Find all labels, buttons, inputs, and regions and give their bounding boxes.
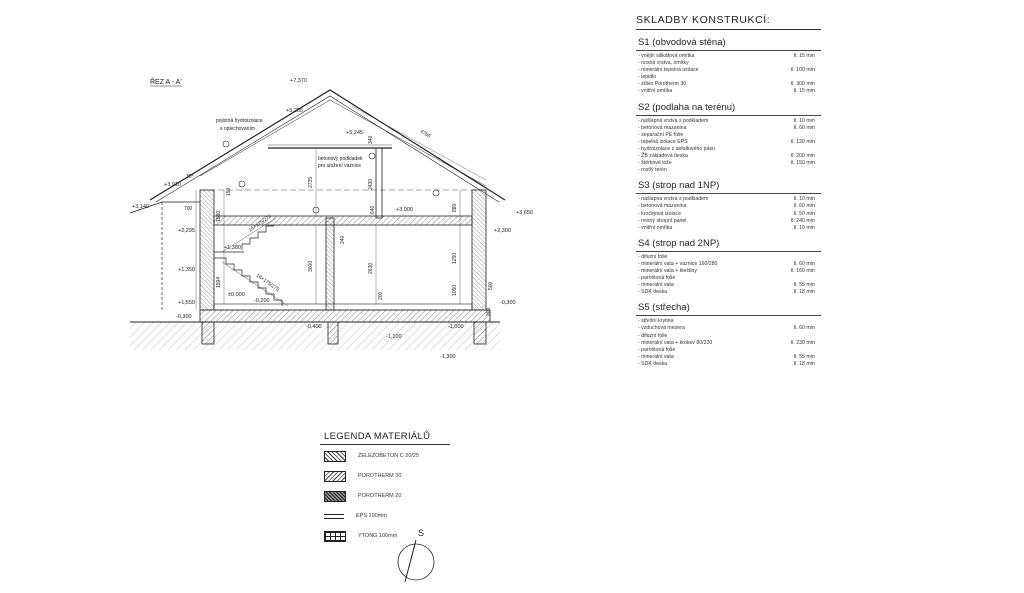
legend-label: YTONG 100mm bbox=[358, 533, 398, 539]
spec-layer bbox=[636, 132, 821, 139]
layer-thickness: tl. 60 mm bbox=[793, 124, 815, 131]
dim-880: 880 bbox=[452, 203, 458, 212]
layer-name: - minerální tepelná izolace bbox=[638, 67, 699, 74]
layer-thickness: tl. 10 mm bbox=[793, 117, 815, 124]
layer-name: - betonová mazanina bbox=[638, 203, 687, 210]
legend-title: LEGENDA MATERIÁLŮ bbox=[320, 431, 450, 445]
layer-thickness: tl. 60 mm bbox=[793, 203, 815, 210]
layer-name: - vzduchová mezera bbox=[638, 325, 685, 332]
level-roof-small: +5,245 bbox=[346, 130, 363, 136]
layer-name: - vnější silikátová omítka bbox=[638, 53, 695, 59]
layer-thickness: tl. 200 mm bbox=[790, 153, 815, 160]
spec-layer bbox=[636, 196, 821, 203]
roof bbox=[150, 90, 505, 202]
spec-layer bbox=[636, 74, 821, 81]
level-ridge-inner: +5,205 bbox=[286, 108, 303, 114]
level-stair-mid: +1,380 bbox=[224, 245, 241, 251]
layer-thickness: tl. 10 mm bbox=[793, 196, 815, 203]
layer-thickness bbox=[815, 74, 821, 81]
dim-2630: 2630 bbox=[368, 262, 374, 274]
spec-layer bbox=[636, 354, 821, 361]
level-found-3: -1,300 bbox=[440, 354, 456, 360]
canopy-left bbox=[130, 202, 200, 310]
spec-layer bbox=[636, 340, 821, 347]
roof-note-2: s oplechováním bbox=[220, 126, 256, 132]
spec-layer bbox=[636, 218, 821, 225]
dim-2735: 2735 bbox=[308, 176, 314, 188]
construction-spec bbox=[636, 14, 821, 371]
level-floor-ref: ±0,000 bbox=[228, 292, 245, 298]
dim-1050: 1050 bbox=[452, 284, 458, 296]
layer-thickness: tl. 100 mm bbox=[790, 67, 815, 74]
layer-name: - štěrkové lože bbox=[638, 160, 672, 167]
spec-layer bbox=[636, 211, 821, 218]
level-eave-right: +3,650 bbox=[516, 210, 533, 216]
dim-300: 300 bbox=[486, 307, 492, 316]
layer-thickness: tl. 15 mm bbox=[793, 88, 815, 95]
layer-thickness bbox=[815, 333, 821, 340]
spec-section bbox=[636, 177, 821, 231]
spec-layer bbox=[636, 282, 821, 289]
layer-thickness: tl. 55 mm bbox=[793, 353, 815, 360]
legend-item bbox=[320, 527, 450, 545]
spec-layer bbox=[636, 118, 821, 125]
layer-thickness bbox=[815, 132, 821, 139]
level-left-3: +1,350 bbox=[178, 267, 195, 273]
spec-section-title: S2 (podlaha na terénu) bbox=[636, 99, 821, 116]
layer-thickness: tl. 60 mm bbox=[793, 260, 815, 267]
spec-section-title: S1 (obvodová stěna) bbox=[636, 34, 821, 51]
section-label: ŘEZ A - A' bbox=[150, 79, 182, 86]
layer-name: - vnitřní omítka bbox=[638, 224, 673, 231]
level-left-2: +2,295 bbox=[178, 228, 195, 234]
spec-layer bbox=[636, 160, 821, 167]
layer-name: - minerální vata bbox=[638, 282, 674, 289]
annotations bbox=[216, 118, 363, 293]
concrete-swatch-icon bbox=[324, 451, 346, 462]
spec-layer bbox=[636, 268, 821, 275]
layer-name: - minerální vata bbox=[638, 353, 674, 360]
dim-700: 700 bbox=[184, 206, 193, 212]
layer-name: - tepelná izolace EPS bbox=[638, 138, 688, 145]
layer-thickness: tl. 160 mm bbox=[790, 267, 815, 274]
level-found-4: -1,100 bbox=[386, 334, 402, 340]
layer-name: - kročejová izolace bbox=[638, 210, 681, 217]
dim-1580: 1580 bbox=[216, 210, 222, 222]
dim-30: 30° bbox=[186, 174, 194, 180]
spec-layer bbox=[636, 347, 821, 354]
layer-name: - minerální vata + kleštiny bbox=[638, 267, 697, 274]
walls bbox=[200, 148, 486, 310]
spec-layer bbox=[636, 139, 821, 146]
layer-name: - nášlapná vrstva s podkladem bbox=[638, 196, 709, 203]
spec-title: SKLADBY KONSTRUKCÍ: bbox=[636, 14, 821, 30]
slab-note-2: pro uložení vaznice bbox=[318, 163, 362, 169]
spec-layer bbox=[636, 67, 821, 74]
spec-layer bbox=[636, 325, 821, 332]
layer-thickness bbox=[815, 146, 821, 153]
spec-layer bbox=[636, 361, 821, 368]
ytong-swatch-icon bbox=[324, 531, 346, 542]
layer-thickness: tl. 60 mm bbox=[793, 325, 815, 332]
level-right-low: -0,300 bbox=[500, 300, 516, 306]
dim-200: 200 bbox=[378, 291, 384, 300]
layer-name: - střešní krytina bbox=[638, 318, 674, 325]
spec-layer bbox=[636, 167, 821, 174]
layer-name: - SDK deska bbox=[638, 360, 668, 367]
level-ground-left: -0,300 bbox=[176, 314, 192, 320]
porotherm20-swatch-icon bbox=[324, 491, 346, 502]
layer-name: - difuzní folie bbox=[638, 253, 668, 260]
legend-item bbox=[320, 507, 450, 525]
dim-500: 500 bbox=[488, 281, 494, 290]
layer-thickness bbox=[815, 254, 821, 261]
spec-layer bbox=[636, 275, 821, 282]
spec-layer bbox=[636, 125, 821, 132]
spec-section bbox=[636, 34, 821, 96]
level-left-canopy: +3,140 bbox=[132, 204, 149, 210]
layer-thickness: tl. 15 mm bbox=[793, 53, 815, 59]
level-right-mid: +2,300 bbox=[494, 228, 511, 234]
dim-1250: 1250 bbox=[452, 252, 458, 264]
layer-name: - rostlý terén bbox=[638, 167, 667, 174]
spec-section bbox=[636, 299, 821, 368]
dim-150: 150 bbox=[226, 187, 232, 196]
spec-layer bbox=[636, 88, 821, 95]
layer-name: - nášlapná vrstva s podkladem bbox=[638, 117, 709, 124]
legend-label: EPS 100mm bbox=[356, 513, 387, 519]
dim-640: 640 bbox=[370, 205, 376, 214]
spec-layer bbox=[636, 254, 821, 261]
spec-section bbox=[636, 235, 821, 297]
layer-name: - minerální vata + krokev 80/220 bbox=[638, 339, 713, 346]
legend-label: POROTHERM 20 bbox=[358, 493, 402, 499]
layer-name: - difuzní folie bbox=[638, 332, 668, 339]
spec-section bbox=[636, 99, 821, 175]
layer-name: - hydroizolace z asfaltového pásu bbox=[638, 145, 715, 152]
dim-3000: 3000 bbox=[308, 260, 314, 272]
layer-thickness bbox=[815, 275, 821, 282]
north-label: S bbox=[418, 528, 425, 538]
layer-name: - parotěsná folie bbox=[638, 275, 676, 282]
roof-note-1: pojistná hydroizolace bbox=[216, 118, 263, 124]
spec-layer bbox=[636, 225, 821, 232]
level-found-2: -1,000 bbox=[448, 324, 464, 330]
spec-section-title: S5 (střecha) bbox=[636, 299, 821, 316]
level-ridge: +7,370 bbox=[290, 78, 307, 84]
level-floor2: +3,000 bbox=[396, 207, 413, 213]
legend-item bbox=[320, 467, 450, 485]
dim-340: 340 bbox=[368, 135, 374, 144]
layer-thickness bbox=[815, 318, 821, 325]
spec-layer bbox=[636, 60, 821, 67]
layer-thickness: tl. 10 mm bbox=[793, 224, 815, 231]
layer-thickness: tl. 50 mm bbox=[793, 210, 815, 217]
layer-name: - nosná vrstva, omítky bbox=[638, 60, 689, 67]
stair-up-note: 16×175/275 bbox=[247, 213, 273, 234]
level-eave-left: +3,910 bbox=[164, 182, 181, 188]
dim-2430: 2430 bbox=[368, 178, 374, 190]
slab-note-1: betonový podkladek bbox=[318, 156, 363, 162]
stair-down-note: 16×175/275 bbox=[254, 272, 281, 293]
layer-thickness: tl. 18 mm bbox=[793, 360, 815, 367]
material-legend bbox=[320, 431, 450, 545]
spec-layer bbox=[636, 146, 821, 153]
layer-thickness: tl. 150 mm bbox=[790, 160, 815, 167]
spec-section-title: S4 (strop nad 2NP) bbox=[636, 235, 821, 252]
level-found-1: -0,400 bbox=[306, 324, 322, 330]
legend-item bbox=[320, 487, 450, 505]
legend-item bbox=[320, 447, 450, 465]
spec-layer bbox=[636, 261, 821, 268]
legend-label: ŽELEZOBETON C 20/25 bbox=[358, 453, 420, 459]
layer-name: - minerální vata + vaznice 160/280 bbox=[638, 260, 718, 267]
spec-layer bbox=[636, 333, 821, 340]
layer-name: - ŽB základová deska bbox=[638, 153, 688, 160]
spec-layer bbox=[636, 203, 821, 210]
layer-thickness: tl. 230 mm bbox=[790, 339, 815, 346]
spec-layer bbox=[636, 153, 821, 160]
dim-4765: 4765 bbox=[418, 128, 432, 140]
legend-label: POROTHERM 30 bbox=[358, 473, 402, 479]
layer-thickness bbox=[815, 60, 821, 67]
layer-thickness bbox=[815, 167, 821, 174]
layer-name: - zdivo Porotherm 30 bbox=[638, 81, 687, 88]
layer-thickness: tl. 240 mm bbox=[790, 217, 815, 224]
layer-name: - vnitřní omítka bbox=[638, 88, 673, 95]
dim-1594: 1594 bbox=[216, 276, 222, 288]
level-floor-ref2: -0,200 bbox=[254, 298, 270, 304]
layer-thickness: tl. 300 mm bbox=[790, 81, 815, 88]
layer-name: - SDK deska bbox=[638, 289, 668, 296]
spec-layer bbox=[636, 53, 821, 60]
spec-section-title: S3 (strop nad 1NP) bbox=[636, 177, 821, 194]
eps-swatch-icon bbox=[324, 514, 344, 519]
layer-thickness: tl. 55 mm bbox=[793, 282, 815, 289]
layer-name: - lepidlo bbox=[638, 74, 657, 81]
layer-thickness: tl. 18 mm bbox=[793, 289, 815, 296]
dim-240: 240 bbox=[340, 235, 346, 244]
layer-name: - parotěsná folie bbox=[638, 346, 676, 353]
porotherm30-swatch-icon bbox=[324, 471, 346, 482]
layer-thickness bbox=[815, 347, 821, 354]
layer-name: - nosný stropní panel bbox=[638, 217, 687, 224]
layer-name: - betonová mazanina bbox=[638, 124, 687, 131]
spec-layer bbox=[636, 289, 821, 296]
spec-layer bbox=[636, 81, 821, 88]
layer-name: - separační PE folie bbox=[638, 131, 684, 138]
spec-layer bbox=[636, 318, 821, 325]
layer-thickness: tl. 130 mm bbox=[790, 138, 815, 145]
level-left-4: +1,550 bbox=[178, 300, 195, 306]
